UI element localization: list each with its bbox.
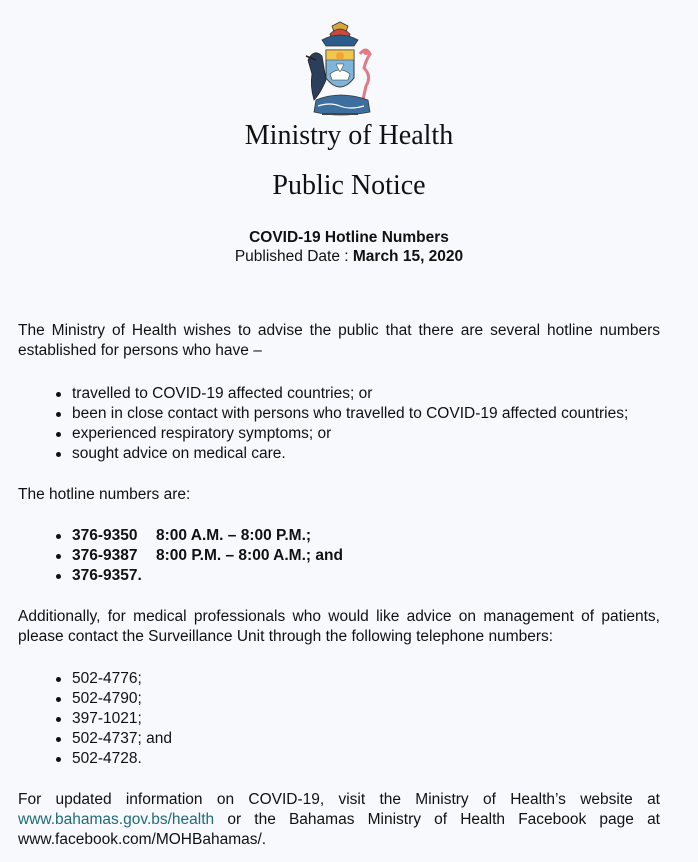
list-item: 502-4728.	[18, 749, 668, 769]
hotline-hours: 8:00 P.M. – 8:00 A.M.; and	[156, 547, 343, 564]
surveillance-list	[18, 669, 668, 769]
health-website-link[interactable]: www.bahamas.gov.bs/health	[18, 811, 215, 828]
hotline-number: 376-9350	[72, 527, 138, 544]
list-item: 502-4737; and	[18, 729, 668, 749]
hotline-list	[18, 526, 668, 586]
hotline-item	[18, 526, 668, 546]
hotline-number: 376-9387	[72, 547, 138, 564]
published-date-line	[0, 247, 698, 267]
hotline-item	[18, 546, 668, 566]
ministry-title: Ministry of Health	[244, 120, 454, 151]
list-item: travelled to COVID-19 affected countries; or	[18, 384, 668, 404]
notice-subject: COVID-19 Hotline Numbers	[249, 229, 449, 246]
coat-of-arms-icon	[300, 20, 380, 120]
list-item: 502-4790;	[18, 689, 668, 709]
footer-text: For updated information on COVID-19, visit the Ministry of Health’s website at	[18, 791, 660, 808]
professionals-paragraph: Additionally, for medical professionals who would like advice on management of patients, please contact the Surveillance Unit through the following telephone numbers:	[18, 608, 660, 645]
intro-paragraph: The Ministry of Health wishes to advise the public that there are several hotline numbers established for persons who have –	[18, 322, 660, 359]
list-item: been in close contact with persons who travelled to COVID-19 affected countries;	[18, 404, 668, 424]
hotline-intro: The hotline numbers are:	[18, 486, 191, 503]
list-item: 397-1021;	[18, 709, 668, 729]
hotline-item	[18, 566, 668, 586]
list-item: sought advice on medical care.	[18, 444, 668, 464]
footer-text-2: or the Bahamas Ministry of Health Facebook page at www.facebook.com/MOHBahamas/.	[18, 811, 660, 848]
hotline-hours: 8:00 A.M. – 8:00 P.M.;	[156, 527, 312, 544]
list-item: experienced respiratory symptoms; or	[18, 424, 668, 444]
conditions-list	[18, 384, 668, 464]
list-item: 502-4776;	[18, 669, 668, 689]
hotline-number: 376-9357.	[72, 567, 142, 584]
published-label: Published Date :	[234, 248, 353, 265]
notice-title: Public Notice	[272, 170, 426, 201]
footer-paragraph	[18, 790, 660, 850]
published-date: March 15, 2020	[352, 248, 464, 265]
